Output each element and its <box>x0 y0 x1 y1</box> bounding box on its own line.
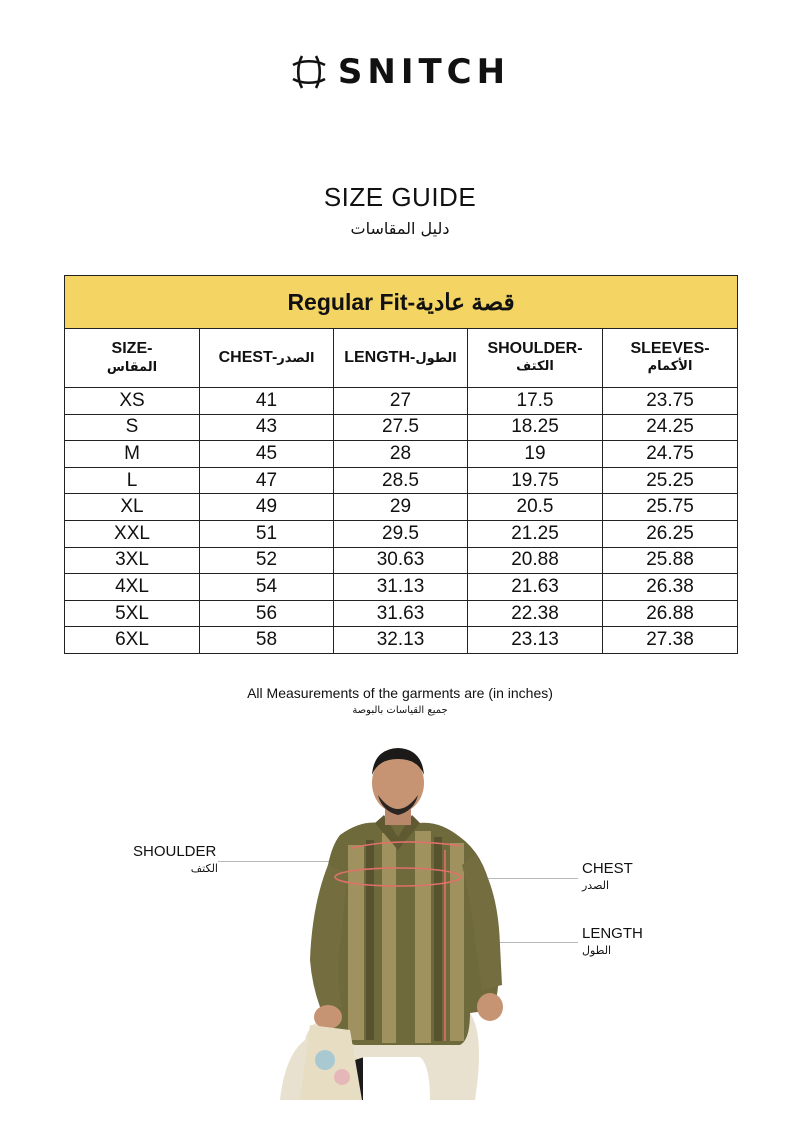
column-header-label-ar: الكتف <box>516 359 554 374</box>
cell-sleeves: 26.88 <box>603 600 738 627</box>
cell-size: 6XL <box>65 627 200 654</box>
table-row <box>65 627 738 654</box>
cell-length: 27.5 <box>334 414 468 441</box>
measurement-note-arabic: جميع القياسات بالبوصة <box>352 705 448 716</box>
column-header-label-ar: الأكمام <box>647 359 693 374</box>
column-header-chest <box>200 329 334 388</box>
cell-shoulder: 21.25 <box>468 520 603 547</box>
cell-size: 3XL <box>65 547 200 574</box>
column-header-size <box>65 329 200 388</box>
cell-chest: 47 <box>200 467 334 494</box>
column-header-label-en: LENGTH- <box>344 348 416 366</box>
table-row <box>65 520 738 547</box>
length-label <box>582 925 643 959</box>
cell-shoulder: 19 <box>468 441 603 468</box>
cell-shoulder: 23.13 <box>468 627 603 654</box>
cell-size: XS <box>65 388 200 415</box>
table-row <box>65 600 738 627</box>
cell-chest: 51 <box>200 520 334 547</box>
column-header-label-ar: الصدر <box>277 350 315 366</box>
column-header-sleeves <box>603 329 738 388</box>
table-row <box>65 494 738 521</box>
cell-length: 28.5 <box>334 467 468 494</box>
cell-size: XXL <box>65 520 200 547</box>
brand-name: SNITCH <box>337 52 511 92</box>
table-row <box>65 388 738 415</box>
snitch-logo-icon <box>290 53 328 91</box>
table-row <box>65 547 738 574</box>
size-table-body <box>65 388 738 654</box>
fit-header-row <box>65 276 738 329</box>
length-label-ar: الطول <box>582 944 612 957</box>
table-row <box>65 441 738 468</box>
chest-label <box>582 860 633 894</box>
table-row <box>65 574 738 601</box>
shoulder-label <box>133 843 218 877</box>
cell-chest: 58 <box>200 627 334 654</box>
cell-length: 27 <box>334 388 468 415</box>
cell-size: S <box>65 414 200 441</box>
cell-length: 31.13 <box>334 574 468 601</box>
column-header-row <box>65 329 738 388</box>
table-row <box>65 414 738 441</box>
cell-shoulder: 17.5 <box>468 388 603 415</box>
cell-sleeves: 24.25 <box>603 414 738 441</box>
cell-sleeves: 27.38 <box>603 627 738 654</box>
chest-label-en: CHEST <box>582 860 633 877</box>
column-header-label-ar: المقاس <box>106 359 158 375</box>
size-table <box>64 275 738 654</box>
cell-sleeves: 24.75 <box>603 441 738 468</box>
cell-sleeves: 25.88 <box>603 547 738 574</box>
length-label-en: LENGTH <box>582 925 643 942</box>
cell-shoulder: 20.88 <box>468 547 603 574</box>
cell-shoulder: 22.38 <box>468 600 603 627</box>
cell-chest: 56 <box>200 600 334 627</box>
cell-sleeves: 26.38 <box>603 574 738 601</box>
cell-chest: 45 <box>200 441 334 468</box>
cell-shoulder: 19.75 <box>468 467 603 494</box>
column-header-label-en: SIZE- <box>111 339 153 357</box>
cell-size: 4XL <box>65 574 200 601</box>
cell-sleeves: 26.25 <box>603 520 738 547</box>
column-header-length <box>334 329 468 388</box>
column-header-shoulder <box>468 329 603 388</box>
brand-logo <box>0 50 800 94</box>
cell-size: XL <box>65 494 200 521</box>
cell-chest: 49 <box>200 494 334 521</box>
cell-size: M <box>65 441 200 468</box>
cell-chest: 52 <box>200 547 334 574</box>
page-title: SIZE GUIDE <box>323 182 477 212</box>
cell-length: 28 <box>334 441 468 468</box>
cell-shoulder: 21.63 <box>468 574 603 601</box>
table-row <box>65 467 738 494</box>
cell-length: 31.63 <box>334 600 468 627</box>
cell-shoulder: 18.25 <box>468 414 603 441</box>
measurement-note: All Measurements of the garments are (in inches) <box>247 685 553 701</box>
cell-sleeves: 25.75 <box>603 494 738 521</box>
cell-length: 30.63 <box>334 547 468 574</box>
cell-length: 29.5 <box>334 520 468 547</box>
chest-label-ar: الصدر <box>582 879 610 892</box>
fit-label: Regular Fit-قصة عادية <box>65 276 738 329</box>
cell-size: 5XL <box>65 600 200 627</box>
cell-chest: 43 <box>200 414 334 441</box>
column-header-label-en: CHEST- <box>218 348 278 366</box>
model-photo <box>270 745 520 1100</box>
column-header-label-en: SLEEVES- <box>630 340 710 357</box>
shoulder-label-ar: الكتف <box>190 862 218 875</box>
cell-size: L <box>65 467 200 494</box>
column-header-label-en: SHOULDER- <box>487 340 583 357</box>
column-header-label-ar: الطول <box>415 350 457 366</box>
cell-chest: 54 <box>200 574 334 601</box>
cell-length: 32.13 <box>334 627 468 654</box>
cell-shoulder: 20.5 <box>468 494 603 521</box>
page-title-arabic: دليل المقاسات <box>350 219 450 238</box>
cell-sleeves: 25.25 <box>603 467 738 494</box>
cell-length: 29 <box>334 494 468 521</box>
cell-chest: 41 <box>200 388 334 415</box>
shoulder-label-en: SHOULDER <box>133 843 217 860</box>
cell-sleeves: 23.75 <box>603 388 738 415</box>
